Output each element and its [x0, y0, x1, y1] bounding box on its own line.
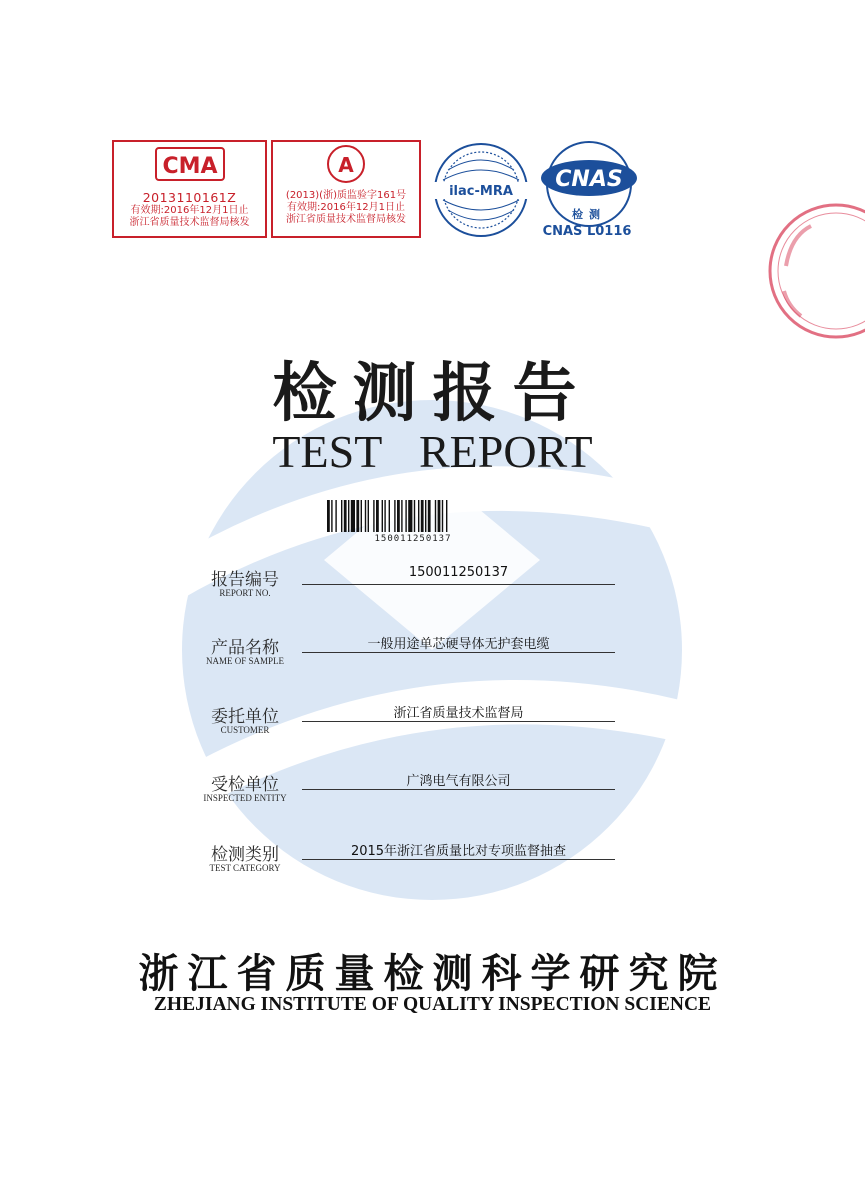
cal-certification-mark — [271, 140, 421, 238]
cnas-sub-text: 检测 — [572, 208, 606, 221]
field-label-cn: 报告编号 — [211, 570, 279, 590]
cal-logo-text: CAL — [306, 142, 308, 143]
barcode-bar — [331, 500, 332, 532]
barcode-bar — [348, 500, 349, 532]
barcode-bar — [335, 500, 336, 532]
barcode-bar — [401, 500, 402, 532]
barcode-bar — [405, 500, 406, 532]
cal-logo-icon — [306, 142, 386, 186]
barcode-bar — [365, 500, 366, 532]
barcode-bar — [425, 500, 426, 532]
field-inspected-entity — [190, 770, 615, 816]
barcode-bar — [384, 500, 385, 532]
institute-name-chinese: 浙江省质量检测科学研究院 — [138, 950, 727, 997]
field-underline — [302, 652, 615, 653]
barcode-bar — [442, 500, 443, 532]
field-underline — [302, 721, 615, 722]
barcode-bar — [356, 500, 359, 532]
barcode-bar — [373, 500, 374, 532]
barcode-bar — [421, 500, 424, 532]
barcode-bar — [446, 500, 447, 532]
barcode-bar — [418, 500, 419, 532]
ilac-mra-logo-icon — [428, 140, 534, 240]
barcode-bar — [389, 500, 390, 532]
cma-logo-text: CMA — [161, 154, 218, 179]
barcode-bar — [351, 500, 355, 532]
field-label-en: NAME OF SAMPLE — [205, 656, 284, 666]
cma-number: 2013110161Z — [142, 190, 237, 205]
institute-name-english: ZHEJIANG INSTITUTE OF QUALITY INSPECTION SCIENCE — [153, 994, 712, 1015]
field-underline — [302, 789, 615, 790]
barcode-bar — [414, 500, 415, 532]
barcode-bar — [327, 500, 330, 532]
barcode-bar — [368, 500, 369, 532]
field-label-cn: 检测类别 — [211, 845, 279, 865]
barcode-bar — [397, 500, 400, 532]
red-seal-icon — [766, 196, 865, 346]
cal-validity: 有效期:2016年12月1日止 — [287, 202, 405, 213]
field-value: 广鸿电气有限公司 — [406, 774, 511, 789]
barcode-bar — [382, 500, 383, 532]
field-report-no — [190, 565, 615, 611]
field-label-en: CUSTOMER — [220, 725, 270, 735]
barcode-bar — [361, 500, 362, 532]
field-underline — [302, 584, 615, 585]
cnas-accreditation-number: CNAS L0116 — [542, 224, 632, 239]
ilac-logo-text: ilac-MRA — [449, 184, 513, 199]
cnas-logo-text: CNAS — [555, 167, 623, 192]
barcode-bar — [376, 500, 379, 532]
field-label-cn: 委托单位 — [211, 707, 279, 727]
barcode-bar — [408, 500, 412, 532]
barcode-bar — [438, 500, 441, 532]
field-value: 浙江省质量技术监督局 — [393, 706, 524, 721]
field-name-of-sample — [190, 633, 615, 679]
barcode-bar — [341, 500, 342, 532]
barcode-bar — [428, 500, 431, 532]
report-title-chinese: 检测报告 — [272, 356, 593, 431]
barcode-bar — [435, 500, 436, 532]
field-underline — [302, 859, 615, 860]
field-value: 150011250137 — [408, 565, 509, 580]
barcode-number: 150011250137 — [374, 534, 452, 544]
field-customer — [190, 702, 615, 748]
report-barcode — [327, 500, 499, 532]
cma-validity: 有效期:2016年12月1日止 — [130, 205, 249, 216]
cma-issuer: 浙江省质量技术监督局核发 — [129, 217, 250, 228]
field-label-cn: 产品名称 — [211, 638, 279, 658]
cma-logo-icon — [150, 142, 230, 186]
barcode-bar — [394, 500, 395, 532]
field-test-category — [190, 840, 615, 886]
svg-text:A: A — [338, 153, 354, 177]
field-label-en: REPORT NO. — [219, 588, 271, 598]
field-label-cn: 受检单位 — [211, 775, 279, 795]
barcode-bar — [344, 500, 347, 532]
field-label-en: TEST CATEGORY — [209, 863, 281, 873]
field-value: 一般用途单芯硬导体无护套电缆 — [367, 637, 550, 652]
field-label-en: INSPECTED ENTITY — [203, 793, 287, 803]
field-value: 2015年浙江省质量比对专项监督抽查 — [350, 844, 567, 859]
report-title-english: TEST REPORT — [272, 426, 593, 477]
cma-certification-mark — [112, 140, 267, 238]
cal-number: (2013)(浙)质监验字161号 — [285, 190, 407, 201]
cal-issuer: 浙江省质量技术监督局核发 — [286, 214, 406, 225]
